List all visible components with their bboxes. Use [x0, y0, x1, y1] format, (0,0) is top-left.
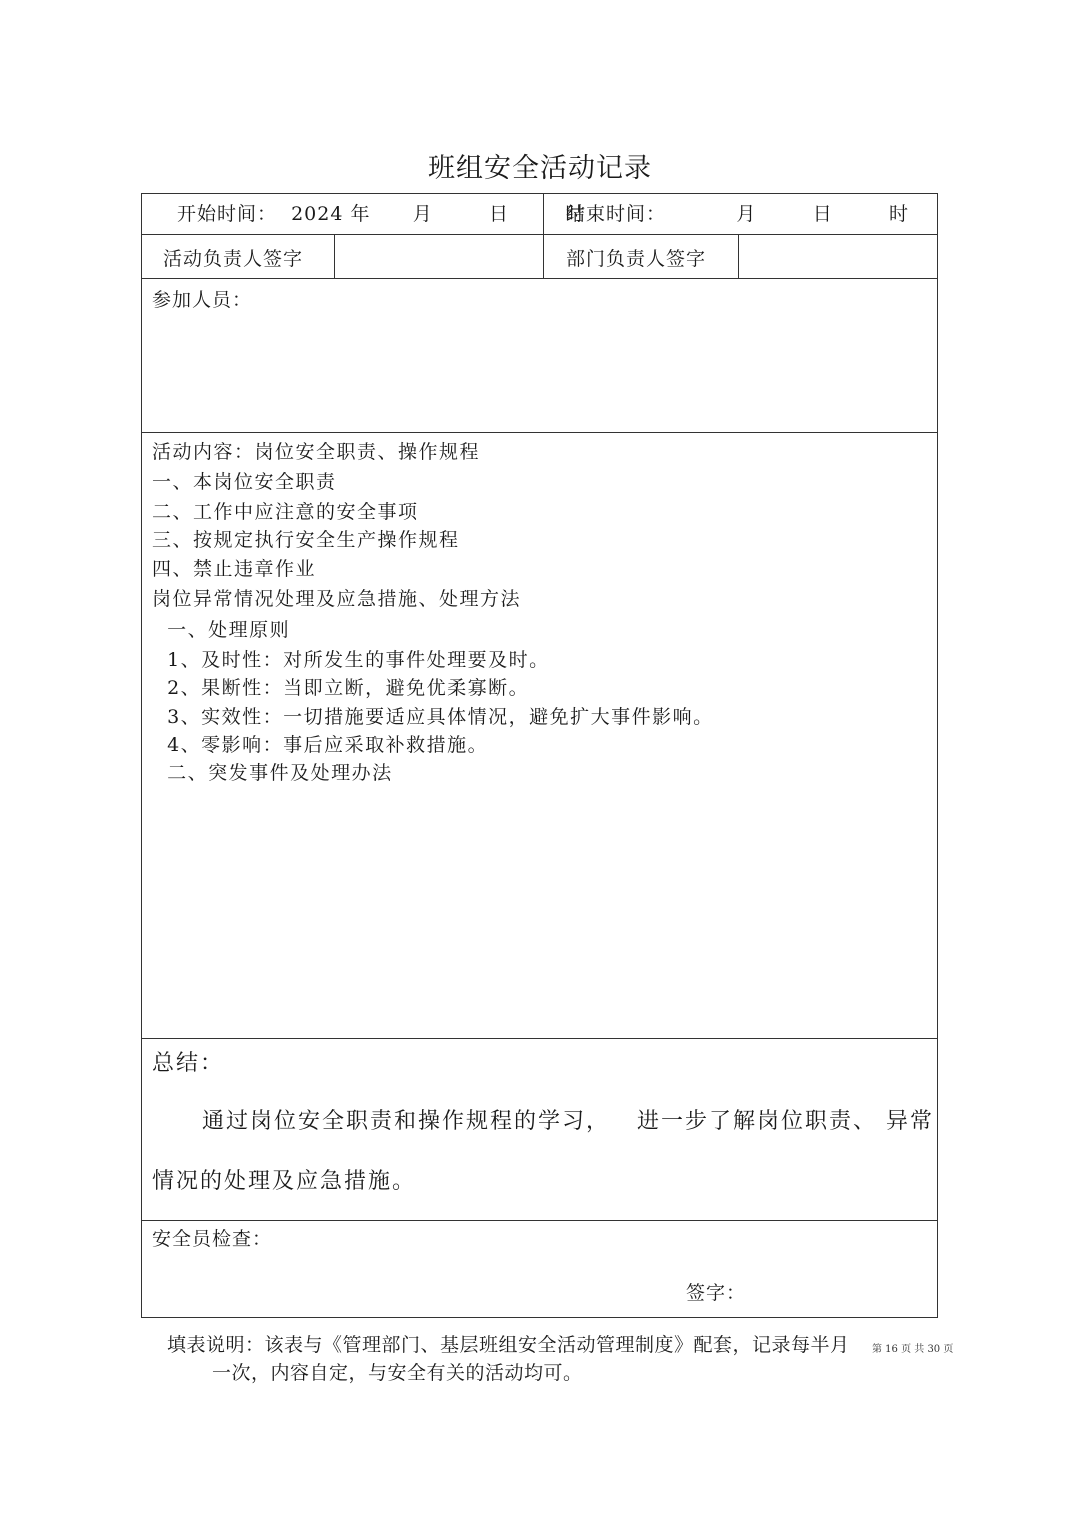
content-line: 1、及时性：对所发生的事件处理要及时。 [152, 649, 550, 671]
content-line: 2、果断性：当即立断，避免优柔寡断。 [152, 677, 530, 699]
activity-leader-signature-field[interactable] [342, 244, 532, 274]
column-divider [334, 234, 335, 278]
end-time-field[interactable]: 结束时间： 月 日 时 [566, 203, 910, 225]
content-line: 3、实效性：一切措施要适应具体情况，避免扩大事件影响。 [152, 706, 714, 728]
activity-leader-label: 活动负责人签字 [163, 248, 304, 270]
summary-text-line: 情况的处理及应急措施。 [152, 1169, 417, 1194]
content-line: 二、突发事件及处理办法 [152, 762, 393, 784]
fill-instructions-line: 一次，内容自定，与安全有关的活动均可。 [212, 1362, 583, 1384]
inspection-label: 安全员检查： [152, 1228, 273, 1250]
fill-instructions-line: 填表说明：该表与《管理部门、基层班组安全活动管理制度》配套，记录每半月 [167, 1334, 850, 1356]
document-title: 班组安全活动记录 [428, 153, 652, 184]
start-time-field[interactable]: 开始时间： 2024 年 月 日 时 [177, 203, 586, 225]
page-number: 第 16 页 共 30 页 [872, 1344, 954, 1355]
summary-label: 总结： [152, 1051, 225, 1076]
row-divider [142, 1038, 937, 1039]
dept-leader-label: 部门负责人签字 [566, 248, 707, 270]
row-divider [142, 1220, 937, 1221]
dept-leader-signature-field[interactable] [747, 244, 927, 274]
content-line: 一、处理原则 [152, 619, 291, 641]
content-line: 二、工作中应注意的安全事项 [152, 501, 419, 523]
content-line: 活动内容：岗位安全职责、操作规程 [152, 441, 481, 463]
content-line: 岗位异常情况处理及应急措施、处理方法 [152, 588, 522, 610]
inspector-signature-field[interactable] [752, 1274, 922, 1306]
participants-field[interactable] [152, 314, 922, 424]
content-line: 三、按规定执行安全生产操作规程 [152, 529, 460, 551]
column-divider [738, 234, 739, 278]
content-line: 一、本岗位安全职责 [152, 471, 337, 493]
participants-label: 参加人员： [152, 289, 253, 311]
content-line: 4、零影响：事后应采取补救措施。 [152, 734, 489, 756]
activity-record-form [141, 193, 938, 1318]
row-divider [142, 432, 937, 433]
row-divider [142, 278, 937, 279]
inspector-signature-label: 签字： [686, 1282, 747, 1304]
content-line: 四、禁止违章作业 [152, 558, 317, 580]
row-divider [142, 234, 937, 235]
summary-text-line: 通过岗位安全职责和操作规程的学习， 进一步了解岗位职责、 异常 [202, 1109, 934, 1134]
